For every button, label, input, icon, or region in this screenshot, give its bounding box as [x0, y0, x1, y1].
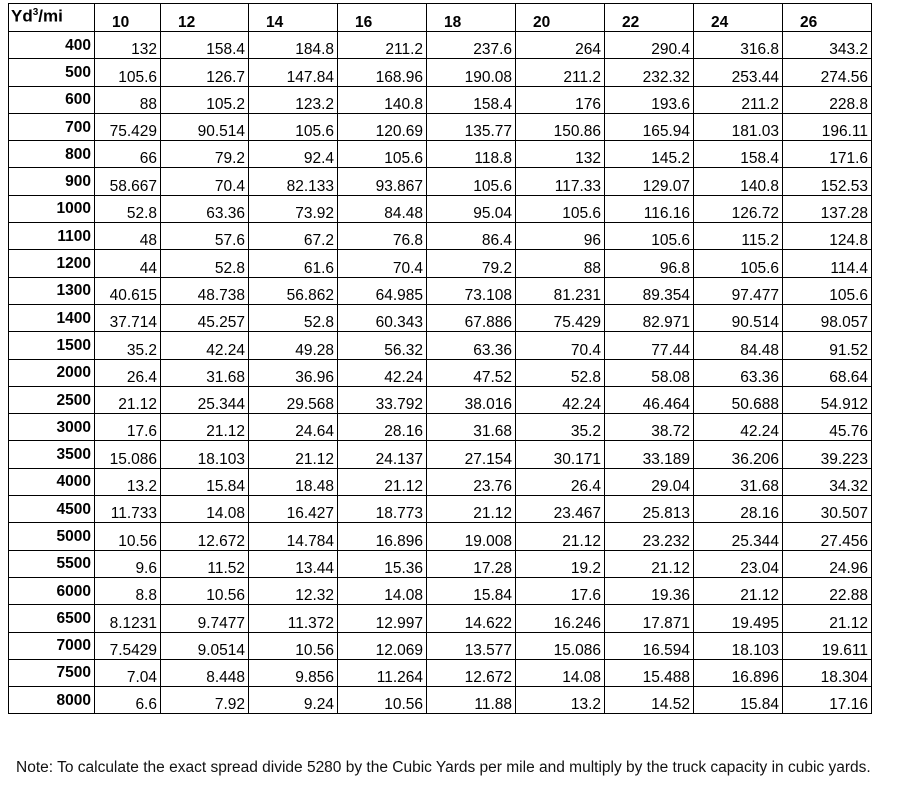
table-cell: 58.667: [95, 168, 161, 195]
table-cell: 86.4: [427, 223, 516, 250]
table-cell: 84.48: [694, 332, 783, 359]
row-header: 5000: [9, 523, 95, 550]
table-cell: 126.72: [694, 195, 783, 222]
row-header: 2500: [9, 386, 95, 413]
table-cell: 105.6: [783, 277, 872, 304]
capacity-header: 20: [516, 4, 605, 32]
table-row: [9, 168, 897, 195]
table-cell: 150.86: [516, 113, 605, 140]
table-cell: 14.08: [516, 659, 605, 686]
table-cell: 35.2: [516, 414, 605, 441]
table-cell: 176: [516, 86, 605, 113]
table-cell: 190.08: [427, 59, 516, 86]
table-cell: 52.8: [95, 195, 161, 222]
table-cell: 33.792: [338, 386, 427, 413]
row-header: 6000: [9, 577, 95, 604]
capacity-header: 18: [427, 4, 516, 32]
table-cell: 42.24: [694, 414, 783, 441]
table-cell: 13.577: [427, 632, 516, 659]
table-cell: 105.6: [516, 195, 605, 222]
table-cell: 12.997: [338, 605, 427, 632]
capacity-header: 12: [161, 4, 249, 32]
table-row: [9, 277, 897, 304]
table-cell: 253.44: [694, 59, 783, 86]
table-cell: 88: [95, 86, 161, 113]
table-cell: 7.04: [95, 659, 161, 686]
table-cell: 21.12: [516, 523, 605, 550]
table-cell: 24.137: [338, 441, 427, 468]
table-cell: 30.171: [516, 441, 605, 468]
table-cell: 16.427: [249, 496, 338, 523]
table-cell: 105.6: [605, 223, 694, 250]
table-cell: 24.96: [783, 550, 872, 577]
table-cell: 15.488: [605, 659, 694, 686]
table-cell: 115.2: [694, 223, 783, 250]
table-cell: 18.773: [338, 496, 427, 523]
table-cell: 13.44: [249, 550, 338, 577]
table-cell: 48.738: [161, 277, 249, 304]
table-row: [9, 223, 897, 250]
table-cell: 54.912: [783, 386, 872, 413]
table-row: [9, 113, 897, 140]
table-row: [9, 550, 897, 577]
table-cell: 77.44: [605, 332, 694, 359]
table-cell: 18.103: [161, 441, 249, 468]
table-cell: 211.2: [516, 59, 605, 86]
table-cell: 7.5429: [95, 632, 161, 659]
table-row: [9, 523, 897, 550]
table-cell: 21.12: [95, 386, 161, 413]
capacity-header: 26: [783, 4, 872, 32]
row-header: 1400: [9, 304, 95, 331]
table-header: [9, 4, 897, 32]
table-cell: 140.8: [694, 168, 783, 195]
capacity-header: 24: [694, 4, 783, 32]
table-cell: 184.8: [249, 32, 338, 59]
table-cell: 105.6: [249, 113, 338, 140]
table-cell: 25.813: [605, 496, 694, 523]
table-cell: 10.56: [338, 687, 427, 714]
table-cell: 12.672: [427, 659, 516, 686]
table-cell: 18.103: [694, 632, 783, 659]
table-cell: 29.04: [605, 468, 694, 495]
table-cell: 11.733: [95, 496, 161, 523]
table-cell: 21.12: [783, 605, 872, 632]
row-header: 800: [9, 141, 95, 168]
table-cell: 132: [95, 32, 161, 59]
table-cell: 21.12: [427, 496, 516, 523]
table-cell: 105.6: [338, 141, 427, 168]
table-cell: 105.2: [161, 86, 249, 113]
table-cell: 28.16: [694, 496, 783, 523]
table-cell: 105.6: [95, 59, 161, 86]
table-cell: 140.8: [338, 86, 427, 113]
table-cell: 137.28: [783, 195, 872, 222]
table-cell: 168.96: [338, 59, 427, 86]
table-row: [9, 304, 897, 331]
table-cell: 73.92: [249, 195, 338, 222]
table-cell: 16.594: [605, 632, 694, 659]
table-row: [9, 32, 897, 59]
row-header: 500: [9, 59, 95, 86]
table-cell: 14.622: [427, 605, 516, 632]
table-cell: 46.464: [605, 386, 694, 413]
table-cell: 171.6: [783, 141, 872, 168]
table-cell: 70.4: [516, 332, 605, 359]
table-row: [9, 414, 897, 441]
table-cell: 60.343: [338, 304, 427, 331]
table-cell: 90.514: [161, 113, 249, 140]
table-cell: 33.189: [605, 441, 694, 468]
table-cell: 63.36: [694, 359, 783, 386]
table-cell: 82.133: [249, 168, 338, 195]
table-cell: 63.36: [161, 195, 249, 222]
table-cell: 8.1231: [95, 605, 161, 632]
table-cell: 36.96: [249, 359, 338, 386]
table-cell: 19.2: [516, 550, 605, 577]
table-cell: 290.4: [605, 32, 694, 59]
table-row: [9, 250, 897, 277]
table-cell: 89.354: [605, 277, 694, 304]
table-cell: 152.53: [783, 168, 872, 195]
table-row: [9, 359, 897, 386]
table-row: [9, 659, 897, 686]
table-row: [9, 468, 897, 495]
table-cell: 18.304: [783, 659, 872, 686]
table-cell: 129.07: [605, 168, 694, 195]
table-cell: 39.223: [783, 441, 872, 468]
table-cell: 17.16: [783, 687, 872, 714]
table-row: [9, 141, 897, 168]
row-header: 4000: [9, 468, 95, 495]
table-cell: 211.2: [338, 32, 427, 59]
table-cell: 165.94: [605, 113, 694, 140]
table-cell: 52.8: [249, 304, 338, 331]
table-cell: 14.08: [338, 577, 427, 604]
table-cell: 67.2: [249, 223, 338, 250]
table-cell: 66: [95, 141, 161, 168]
table-cell: 97.477: [694, 277, 783, 304]
table-cell: 8.448: [161, 659, 249, 686]
table-cell: 27.154: [427, 441, 516, 468]
table-cell: 26.4: [516, 468, 605, 495]
table-cell: 75.429: [516, 304, 605, 331]
table-cell: 28.16: [338, 414, 427, 441]
table-cell: 63.36: [427, 332, 516, 359]
table-cell: 82.971: [605, 304, 694, 331]
table-cell: 79.2: [161, 141, 249, 168]
table-cell: 48: [95, 223, 161, 250]
row-header: 3500: [9, 441, 95, 468]
table-cell: 23.04: [694, 550, 783, 577]
table-cell: 38.016: [427, 386, 516, 413]
table-cell: 75.429: [95, 113, 161, 140]
table-cell: 95.04: [427, 195, 516, 222]
row-header: 6500: [9, 605, 95, 632]
spread-table: [8, 3, 897, 714]
row-header: 1200: [9, 250, 95, 277]
table-cell: 29.568: [249, 386, 338, 413]
table-cell: 73.108: [427, 277, 516, 304]
table-cell: 92.4: [249, 141, 338, 168]
table-cell: 96.8: [605, 250, 694, 277]
table-cell: 52.8: [161, 250, 249, 277]
table-cell: 132: [516, 141, 605, 168]
table-cell: 15.086: [95, 441, 161, 468]
table-cell: 19.611: [783, 632, 872, 659]
row-header: 4500: [9, 496, 95, 523]
table-cell: 36.206: [694, 441, 783, 468]
table-cell: 67.886: [427, 304, 516, 331]
row-header: 8000: [9, 687, 95, 714]
table-cell: 16.896: [694, 659, 783, 686]
table-cell: 16.896: [338, 523, 427, 550]
table-cell: 90.514: [694, 304, 783, 331]
table-cell: 15.84: [161, 468, 249, 495]
table-cell: 56.32: [338, 332, 427, 359]
table-cell: 50.688: [694, 386, 783, 413]
table-cell: 158.4: [161, 32, 249, 59]
table-cell: 316.8: [694, 32, 783, 59]
table-cell: 31.68: [694, 468, 783, 495]
corner-header: [9, 4, 95, 32]
table-cell: 9.24: [249, 687, 338, 714]
table-cell: 26.4: [95, 359, 161, 386]
table-cell: 193.6: [605, 86, 694, 113]
capacity-header: 22: [605, 4, 694, 32]
table-cell: 120.69: [338, 113, 427, 140]
table-row: [9, 59, 897, 86]
table-cell: 70.4: [338, 250, 427, 277]
table-row: [9, 605, 897, 632]
table-cell: 158.4: [694, 141, 783, 168]
table-cell: 96: [516, 223, 605, 250]
row-header: 7000: [9, 632, 95, 659]
table-cell: 105.6: [427, 168, 516, 195]
table-cell: 117.33: [516, 168, 605, 195]
table-cell: 15.086: [516, 632, 605, 659]
table-cell: 37.714: [95, 304, 161, 331]
table-cell: 17.28: [427, 550, 516, 577]
table-cell: 105.6: [694, 250, 783, 277]
table-cell: 11.52: [161, 550, 249, 577]
corner-label-sup: 3: [32, 7, 39, 18]
table-cell: 15.84: [694, 687, 783, 714]
table-cell: 6.6: [95, 687, 161, 714]
table-row: [9, 386, 897, 413]
table-cell: 147.84: [249, 59, 338, 86]
table-cell: 27.456: [783, 523, 872, 550]
table-cell: 264: [516, 32, 605, 59]
table-cell: 31.68: [161, 359, 249, 386]
table-cell: 343.2: [783, 32, 872, 59]
table-cell: 145.2: [605, 141, 694, 168]
table-cell: 18.48: [249, 468, 338, 495]
table-cell: 11.264: [338, 659, 427, 686]
table-cell: 13.2: [95, 468, 161, 495]
note-text: Note: To calculate the exact spread divide 5280 by the Cubic Yards per mile and multiply by the truck capacity in cubic yards.: [16, 759, 871, 776]
table-cell: 64.985: [338, 277, 427, 304]
table-cell: 14.784: [249, 523, 338, 550]
table-cell: 274.56: [783, 59, 872, 86]
table-cell: 21.12: [249, 441, 338, 468]
table-row: [9, 687, 897, 714]
row-header: 2000: [9, 359, 95, 386]
table-cell: 52.8: [516, 359, 605, 386]
table-cell: 35.2: [95, 332, 161, 359]
table-cell: 23.467: [516, 496, 605, 523]
table-cell: 19.36: [605, 577, 694, 604]
table-cell: 19.008: [427, 523, 516, 550]
table-cell: 42.24: [338, 359, 427, 386]
table-body: [9, 32, 897, 714]
table-cell: 9.0514: [161, 632, 249, 659]
table-cell: 56.862: [249, 277, 338, 304]
table-row: [9, 577, 897, 604]
table-cell: 42.24: [161, 332, 249, 359]
table-cell: 47.52: [427, 359, 516, 386]
table-cell: 135.77: [427, 113, 516, 140]
table-cell: 114.4: [783, 250, 872, 277]
table-cell: 11.372: [249, 605, 338, 632]
table-cell: 34.32: [783, 468, 872, 495]
header-row: [9, 4, 897, 32]
table-cell: 24.64: [249, 414, 338, 441]
table-row: [9, 441, 897, 468]
table-row: [9, 332, 897, 359]
table-cell: 12.672: [161, 523, 249, 550]
row-header: 1000: [9, 195, 95, 222]
table-cell: 49.28: [249, 332, 338, 359]
table-cell: 25.344: [161, 386, 249, 413]
table-cell: 42.24: [516, 386, 605, 413]
row-header: 700: [9, 113, 95, 140]
table-cell: 44: [95, 250, 161, 277]
table-cell: 116.16: [605, 195, 694, 222]
table-cell: 118.8: [427, 141, 516, 168]
row-header: 1100: [9, 223, 95, 250]
table-cell: 40.615: [95, 277, 161, 304]
table-cell: 9.856: [249, 659, 338, 686]
table-cell: 124.8: [783, 223, 872, 250]
row-header: 3000: [9, 414, 95, 441]
table-cell: 21.12: [338, 468, 427, 495]
table-cell: 126.7: [161, 59, 249, 86]
table-cell: 98.057: [783, 304, 872, 331]
table-cell: 93.867: [338, 168, 427, 195]
table-cell: 15.36: [338, 550, 427, 577]
table-cell: 11.88: [427, 687, 516, 714]
table-cell: 158.4: [427, 86, 516, 113]
table-cell: 25.344: [694, 523, 783, 550]
table-cell: 57.6: [161, 223, 249, 250]
table-cell: 10.56: [161, 577, 249, 604]
table-cell: 181.03: [694, 113, 783, 140]
row-header: 400: [9, 32, 95, 59]
table-row: [9, 496, 897, 523]
table-cell: 17.6: [95, 414, 161, 441]
table-cell: 13.2: [516, 687, 605, 714]
capacity-header: 10: [95, 4, 161, 32]
table-cell: 12.32: [249, 577, 338, 604]
table-cell: 196.11: [783, 113, 872, 140]
table-cell: 17.871: [605, 605, 694, 632]
table-row: [9, 195, 897, 222]
table-cell: 9.7477: [161, 605, 249, 632]
table-cell: 22.88: [783, 577, 872, 604]
table-cell: 10.56: [95, 523, 161, 550]
table-cell: 45.76: [783, 414, 872, 441]
capacity-header: 14: [249, 4, 338, 32]
table-cell: 123.2: [249, 86, 338, 113]
table-cell: 7.92: [161, 687, 249, 714]
row-header: 600: [9, 86, 95, 113]
table-row: [9, 632, 897, 659]
table-cell: 84.48: [338, 195, 427, 222]
corner-label-rest: /mi: [38, 6, 63, 26]
row-header: 7500: [9, 659, 95, 686]
row-header: 1300: [9, 277, 95, 304]
table-cell: 70.4: [161, 168, 249, 195]
table-cell: 23.232: [605, 523, 694, 550]
table-cell: 61.6: [249, 250, 338, 277]
table-cell: 21.12: [161, 414, 249, 441]
table-cell: 232.32: [605, 59, 694, 86]
row-header: 5500: [9, 550, 95, 577]
row-header: 900: [9, 168, 95, 195]
table-cell: 9.6: [95, 550, 161, 577]
table-cell: 14.52: [605, 687, 694, 714]
table-cell: 14.08: [161, 496, 249, 523]
table-cell: 10.56: [249, 632, 338, 659]
table-cell: 76.8: [338, 223, 427, 250]
table-cell: 228.8: [783, 86, 872, 113]
table-cell: 58.08: [605, 359, 694, 386]
table-cell: 237.6: [427, 32, 516, 59]
table-cell: 17.6: [516, 577, 605, 604]
table-cell: 19.495: [694, 605, 783, 632]
table-cell: 79.2: [427, 250, 516, 277]
capacity-header: 16: [338, 4, 427, 32]
table-cell: 81.231: [516, 277, 605, 304]
table-cell: 38.72: [605, 414, 694, 441]
table-cell: 30.507: [783, 496, 872, 523]
table-cell: 68.64: [783, 359, 872, 386]
table-cell: 88: [516, 250, 605, 277]
table-cell: 12.069: [338, 632, 427, 659]
table-cell: 21.12: [605, 550, 694, 577]
row-header: 1500: [9, 332, 95, 359]
table-cell: 211.2: [694, 86, 783, 113]
table-cell: 31.68: [427, 414, 516, 441]
table-row: [9, 86, 897, 113]
table-cell: 91.52: [783, 332, 872, 359]
table-cell: 45.257: [161, 304, 249, 331]
table-cell: 15.84: [427, 577, 516, 604]
table-cell: 8.8: [95, 577, 161, 604]
corner-label-main: Yd: [11, 6, 33, 26]
table-cell: 16.246: [516, 605, 605, 632]
table-cell: 23.76: [427, 468, 516, 495]
table-cell: 21.12: [694, 577, 783, 604]
